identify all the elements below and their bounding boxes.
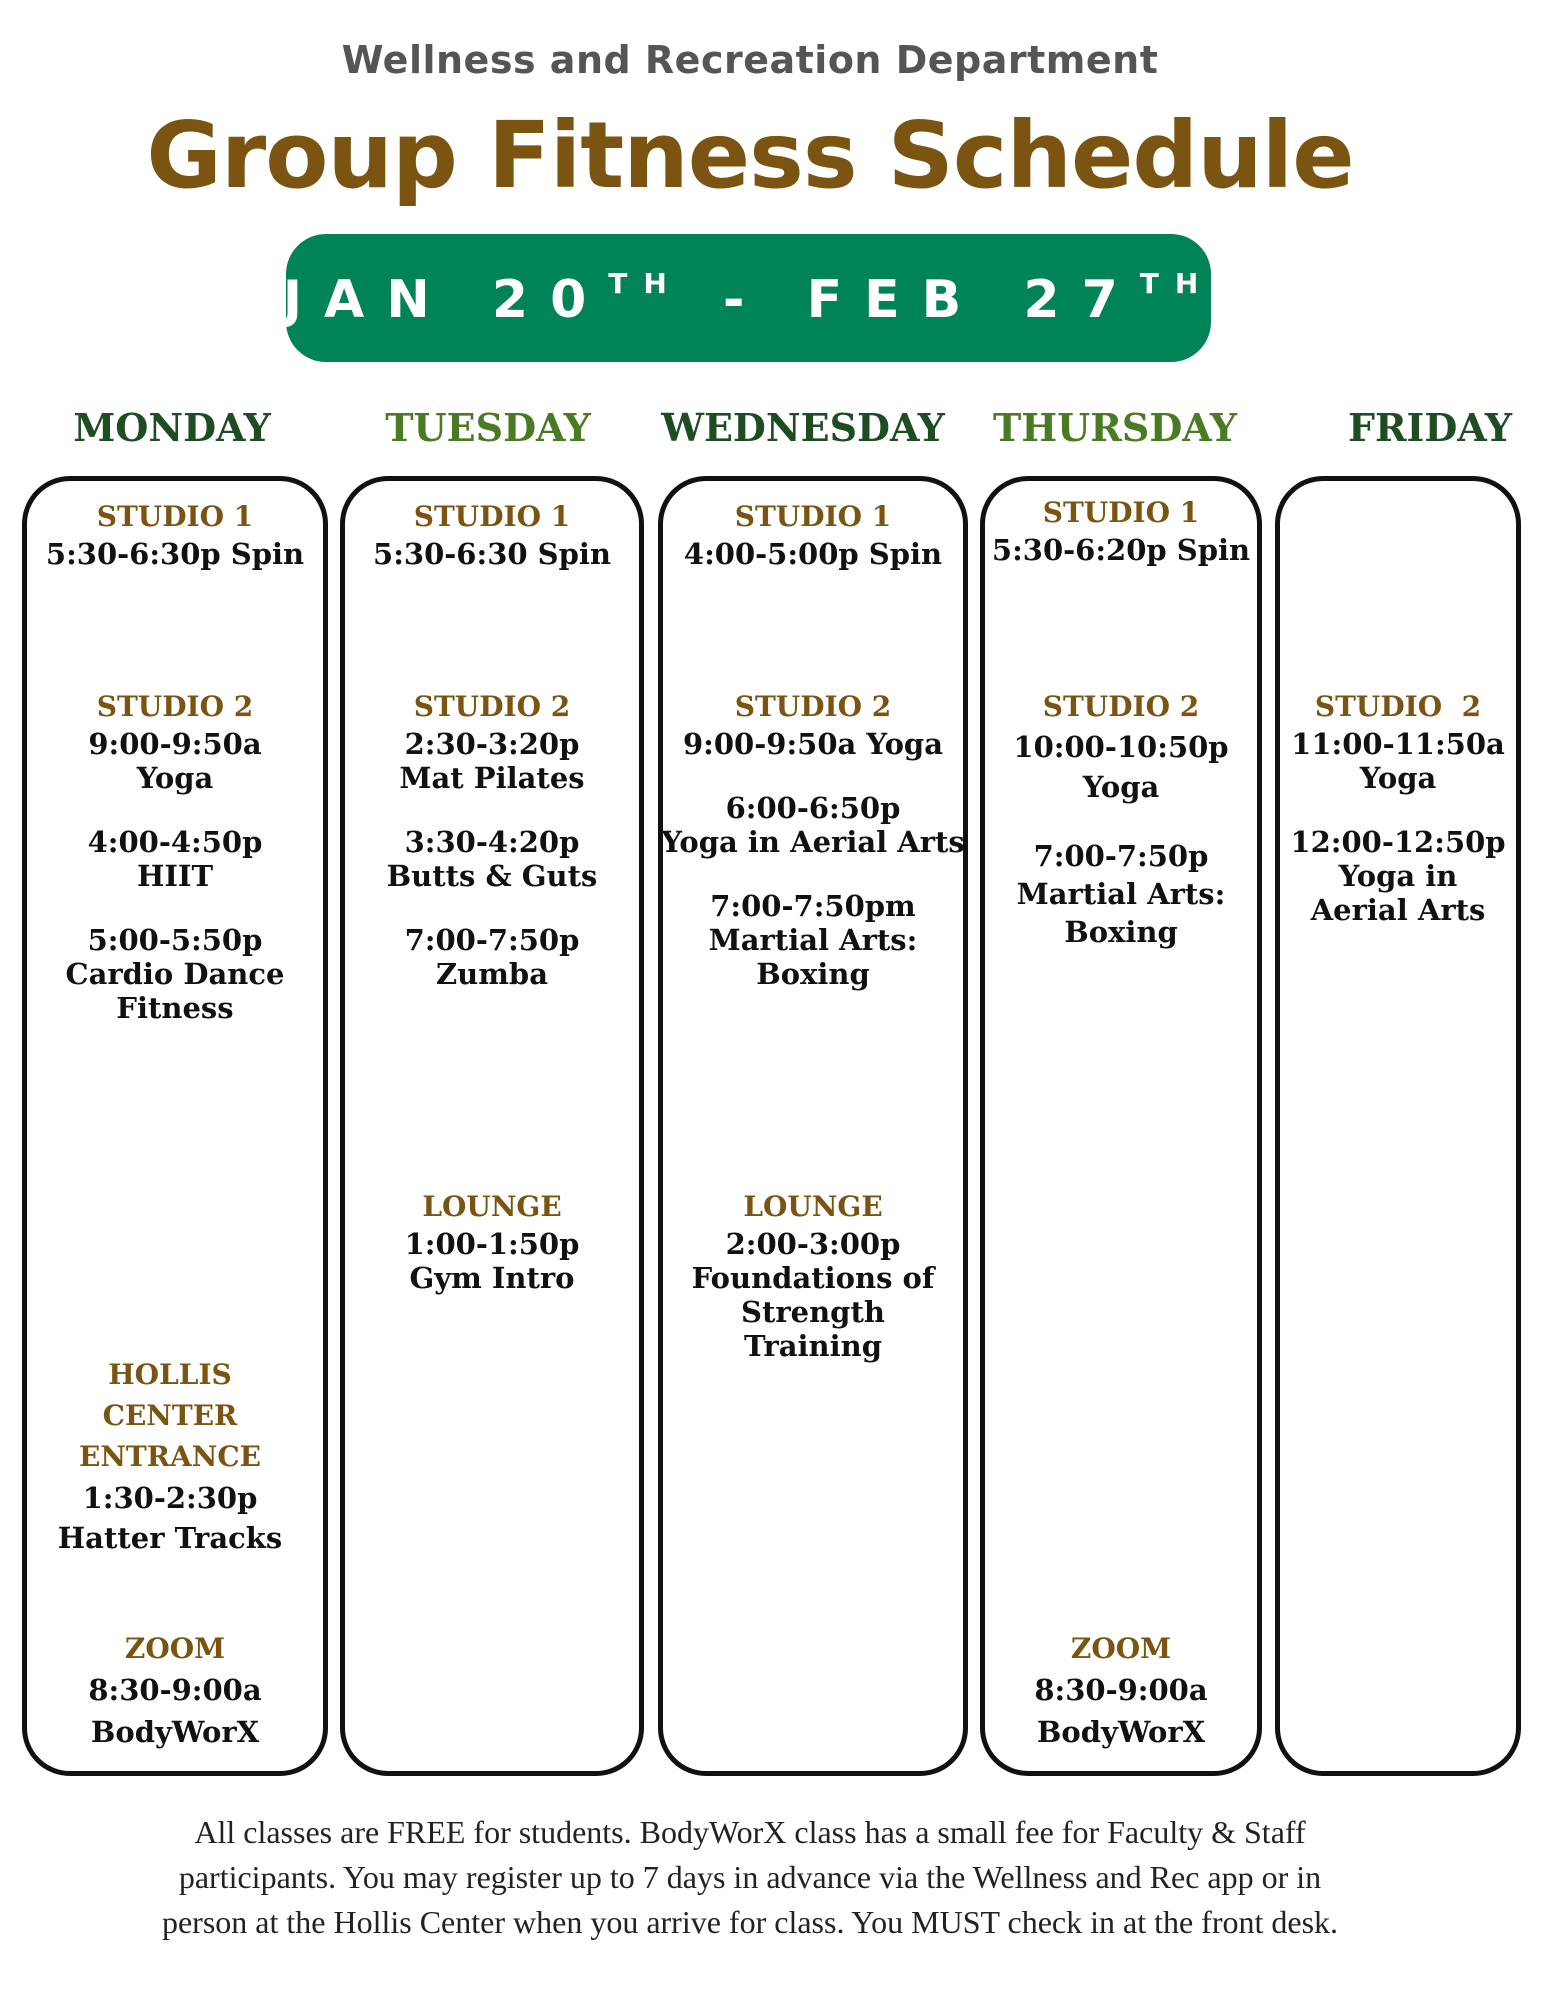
class-time: 1:30-2:30p [82, 1481, 258, 1515]
friday-studio2 [1280, 686, 1516, 927]
day-header-friday: FRIDAY [1347, 405, 1512, 450]
class-name: Gym Intro [409, 1261, 575, 1295]
tuesday-studio2 [345, 686, 639, 991]
class-name: BodyWorX [90, 1715, 260, 1749]
department-name: Wellness and Recreation Department [341, 38, 1159, 82]
column-wednesday [658, 476, 968, 1776]
date-separator: - [722, 269, 767, 330]
location-label: STUDIO 2 [734, 690, 892, 723]
location-label: STUDIO 2 [1042, 690, 1200, 723]
wednesday-lounge [663, 1186, 963, 1363]
column-thursday [980, 476, 1262, 1776]
location-label: ENTRANCE [79, 1440, 261, 1473]
location-label: HOLLIS [108, 1358, 232, 1391]
class-time: 4:00-4:50p [87, 825, 263, 859]
class-time: 8:30-9:00a [1034, 1673, 1208, 1707]
class-time: 7:00-7:50pm [710, 889, 916, 923]
monday-hollis [27, 1354, 313, 1557]
class-name: Hatter Tracks [57, 1521, 283, 1555]
footer-line: person at the Hollis Center when you arrive for class. You MUST check in at the front desk. [161, 1904, 1339, 1940]
location-label: ZOOM [124, 1632, 226, 1665]
location-label: ZOOM [1070, 1632, 1172, 1665]
column-tuesday [340, 476, 644, 1776]
date-range-text [283, 267, 1215, 330]
class-name: Zumba [435, 957, 548, 991]
class-name: Cardio Dance [65, 957, 285, 991]
monday-studio2 [27, 686, 323, 1025]
class-entry: 5:30-6:30 Spin [373, 537, 611, 571]
date-start-suffix: TH [608, 266, 683, 300]
class-name: Martial Arts: [708, 923, 918, 957]
thursday-zoom [985, 1628, 1257, 1753]
date-end-suffix: TH [1139, 266, 1215, 300]
day-header-thursday: THURSDAY [992, 405, 1237, 450]
location-label: CENTER [102, 1399, 238, 1432]
column-friday [1275, 476, 1521, 1776]
day-header-tuesday: TUESDAY [385, 405, 591, 450]
class-time: 6:00-6:50p [725, 791, 901, 825]
class-time: 8:30-9:00a [88, 1673, 262, 1707]
class-name: Mat Pilates [399, 761, 585, 795]
class-entry: 5:30-6:30p Spin [45, 537, 305, 571]
class-time: 7:00-7:50p [404, 923, 580, 957]
class-time: 5:00-5:50p [87, 923, 263, 957]
class-name: Yoga in [1338, 859, 1458, 893]
class-name: Aerial Arts [1310, 893, 1486, 927]
location-label: STUDIO 1 [1042, 496, 1200, 529]
class-name: Foundations of [691, 1261, 935, 1295]
class-time: 10:00-10:50p [1013, 730, 1229, 764]
date-end: FEB 27 [806, 269, 1140, 330]
footer-line: participants. You may register up to 7 days in advance via the Wellness and Rec app or in [178, 1859, 1322, 1895]
class-time: 2:30-3:20p [404, 727, 580, 761]
location-label: STUDIO 2 [96, 690, 254, 723]
wednesday-studio2 [663, 686, 963, 991]
class-name: BodyWorX [1036, 1715, 1206, 1749]
class-name: Yoga [136, 761, 214, 795]
class-time: 3:30-4:20p [404, 825, 580, 859]
class-name: Strength [741, 1295, 885, 1329]
monday-zoom [27, 1628, 323, 1753]
class-time: 11:00-11:50a [1291, 727, 1505, 761]
class-name: Martial Arts: [1016, 877, 1226, 911]
thursday-studio1 [985, 492, 1257, 567]
tuesday-studio1 [345, 496, 639, 571]
class-name: Boxing [756, 957, 870, 991]
class-name: Fitness [116, 991, 234, 1025]
class-entry: 4:00-5:00p Spin [683, 537, 943, 571]
class-entry: 5:30-6:20p Spin [991, 533, 1251, 567]
footer-line: All classes are FREE for students. BodyWorX class has a small fee for Faculty & Staff [194, 1814, 1306, 1850]
class-time: 7:00-7:50p [1033, 839, 1209, 873]
location-label: STUDIO 1 [413, 500, 571, 533]
page-title: Group Fitness Schedule [146, 102, 1354, 209]
tuesday-lounge [345, 1186, 639, 1295]
class-time: 2:00-3:00p [725, 1227, 901, 1261]
date-range-banner [282, 234, 1215, 362]
location-label: STUDIO 1 [734, 500, 892, 533]
location-label: LOUNGE [422, 1190, 562, 1223]
class-name: Training [743, 1329, 883, 1363]
day-header-monday: MONDAY [73, 405, 271, 450]
class-time: 12:00-12:50p [1290, 825, 1506, 859]
date-start: JAN 20 [282, 269, 609, 330]
column-monday [22, 476, 328, 1776]
footer-note [40, 1810, 1460, 1945]
wednesday-studio1 [663, 496, 963, 571]
class-entry: 9:00-9:50a Yoga [683, 727, 943, 761]
class-time: 9:00-9:50a [88, 727, 262, 761]
thursday-studio2 [985, 686, 1257, 951]
location-label: STUDIO 2 [1314, 690, 1482, 723]
class-name: Yoga in Aerial Arts [661, 825, 965, 859]
class-name: Yoga [1359, 761, 1437, 795]
day-header-wednesday: WEDNESDAY [661, 405, 945, 450]
class-name: Yoga [1082, 770, 1160, 804]
location-label: STUDIO 1 [96, 500, 254, 533]
monday-studio1 [27, 496, 323, 571]
class-name: Boxing [1064, 915, 1178, 949]
class-time: 1:00-1:50p [404, 1227, 580, 1261]
class-name: HIIT [136, 859, 214, 893]
location-label: STUDIO 2 [413, 690, 571, 723]
class-name: Butts & Guts [386, 859, 598, 893]
location-label: LOUNGE [743, 1190, 883, 1223]
